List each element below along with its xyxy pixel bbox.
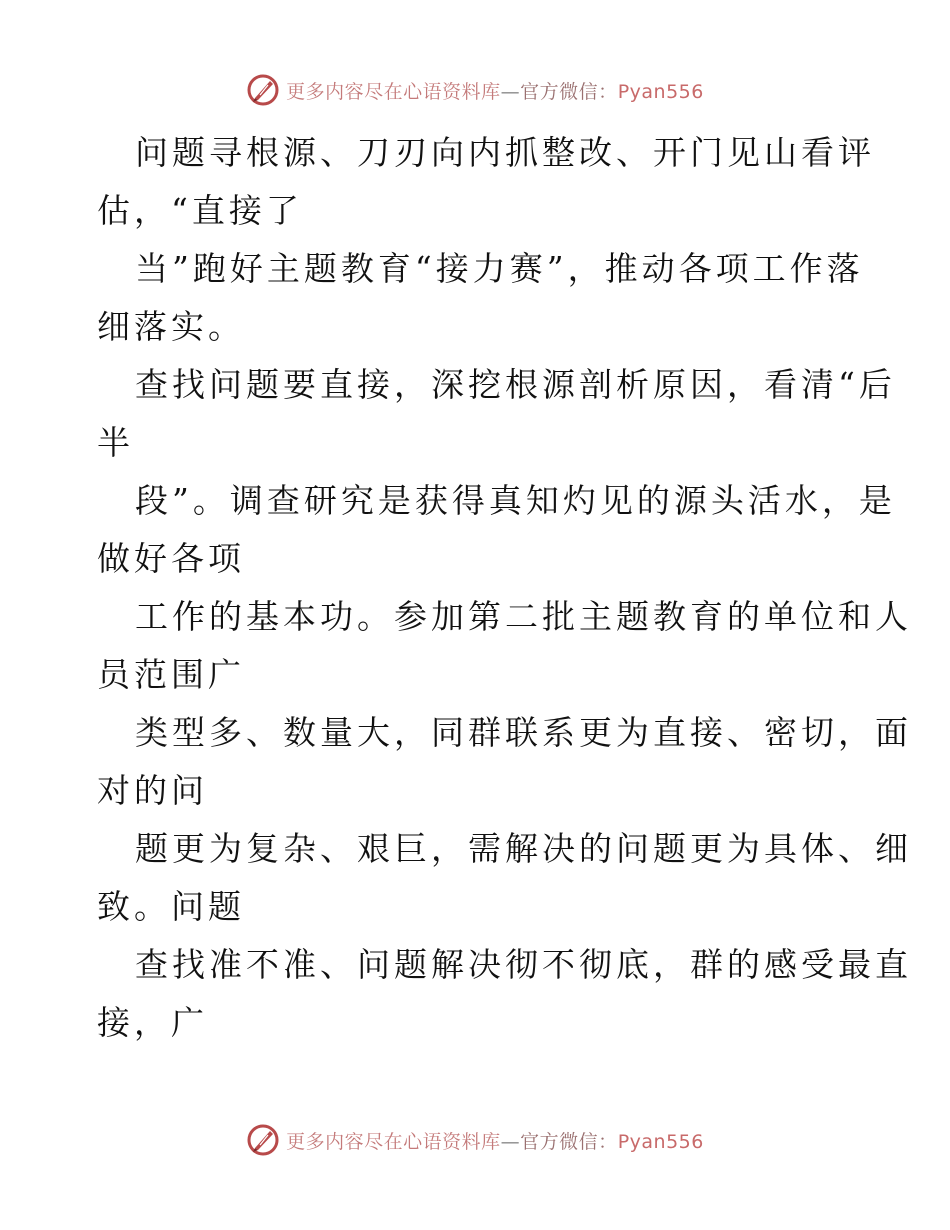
text-line: 查找准不准、问题解决彻不彻底，群的感受最直 xyxy=(135,945,912,984)
header-wechat-label: 官方微信： xyxy=(520,80,618,103)
quill-pen-logo-icon xyxy=(246,1123,280,1157)
text-line: 半 xyxy=(97,423,134,462)
text-line: 细落实。 xyxy=(97,307,245,346)
header-separator: — xyxy=(500,80,521,103)
text-line: 题更为复杂、艰巨，需解决的问题更为具体、细 xyxy=(135,829,912,868)
text-line: 接，广 xyxy=(97,1003,208,1042)
header-watermark xyxy=(0,70,950,110)
footer-wechat-id: Pyan556 xyxy=(617,1130,704,1153)
text-line: 当”跑好主题教育“接力赛”，推动各项工作落 xyxy=(135,249,864,288)
text-line: 段”。调查研究是获得真知灼见的源头活水，是 xyxy=(135,481,896,520)
quill-pen-logo-icon xyxy=(246,73,280,107)
footer-watermark xyxy=(0,1120,950,1160)
footer-separator: — xyxy=(500,1130,521,1153)
header-site-text: 更多内容尽在心语资料库 xyxy=(286,80,501,103)
text-line: 致。问题 xyxy=(97,887,245,926)
footer-site-text: 更多内容尽在心语资料库 xyxy=(286,1130,501,1153)
text-line: 做好各项 xyxy=(97,539,245,578)
text-line: 问题寻根源、刀刃向内抓整改、开门见山看评 xyxy=(135,133,875,172)
text-line: 员范围广 xyxy=(97,655,245,694)
text-line: 对的问 xyxy=(97,771,208,810)
text-line: 工作的基本功。参加第二批主题教育的单位和人 xyxy=(135,597,912,636)
header-wechat-id: Pyan556 xyxy=(617,80,704,103)
text-line: 查找问题要直接，深挖根源剖析原因，看清“后 xyxy=(135,365,896,404)
footer-watermark-text xyxy=(286,1127,704,1154)
text-line: 估，“直接了 xyxy=(97,191,303,230)
footer-wechat-label: 官方微信： xyxy=(520,1130,618,1153)
text-line: 类型多、数量大，同群联系更为直接、密切，面 xyxy=(135,713,912,752)
document-body xyxy=(97,124,912,1052)
header-watermark-text xyxy=(286,77,704,104)
